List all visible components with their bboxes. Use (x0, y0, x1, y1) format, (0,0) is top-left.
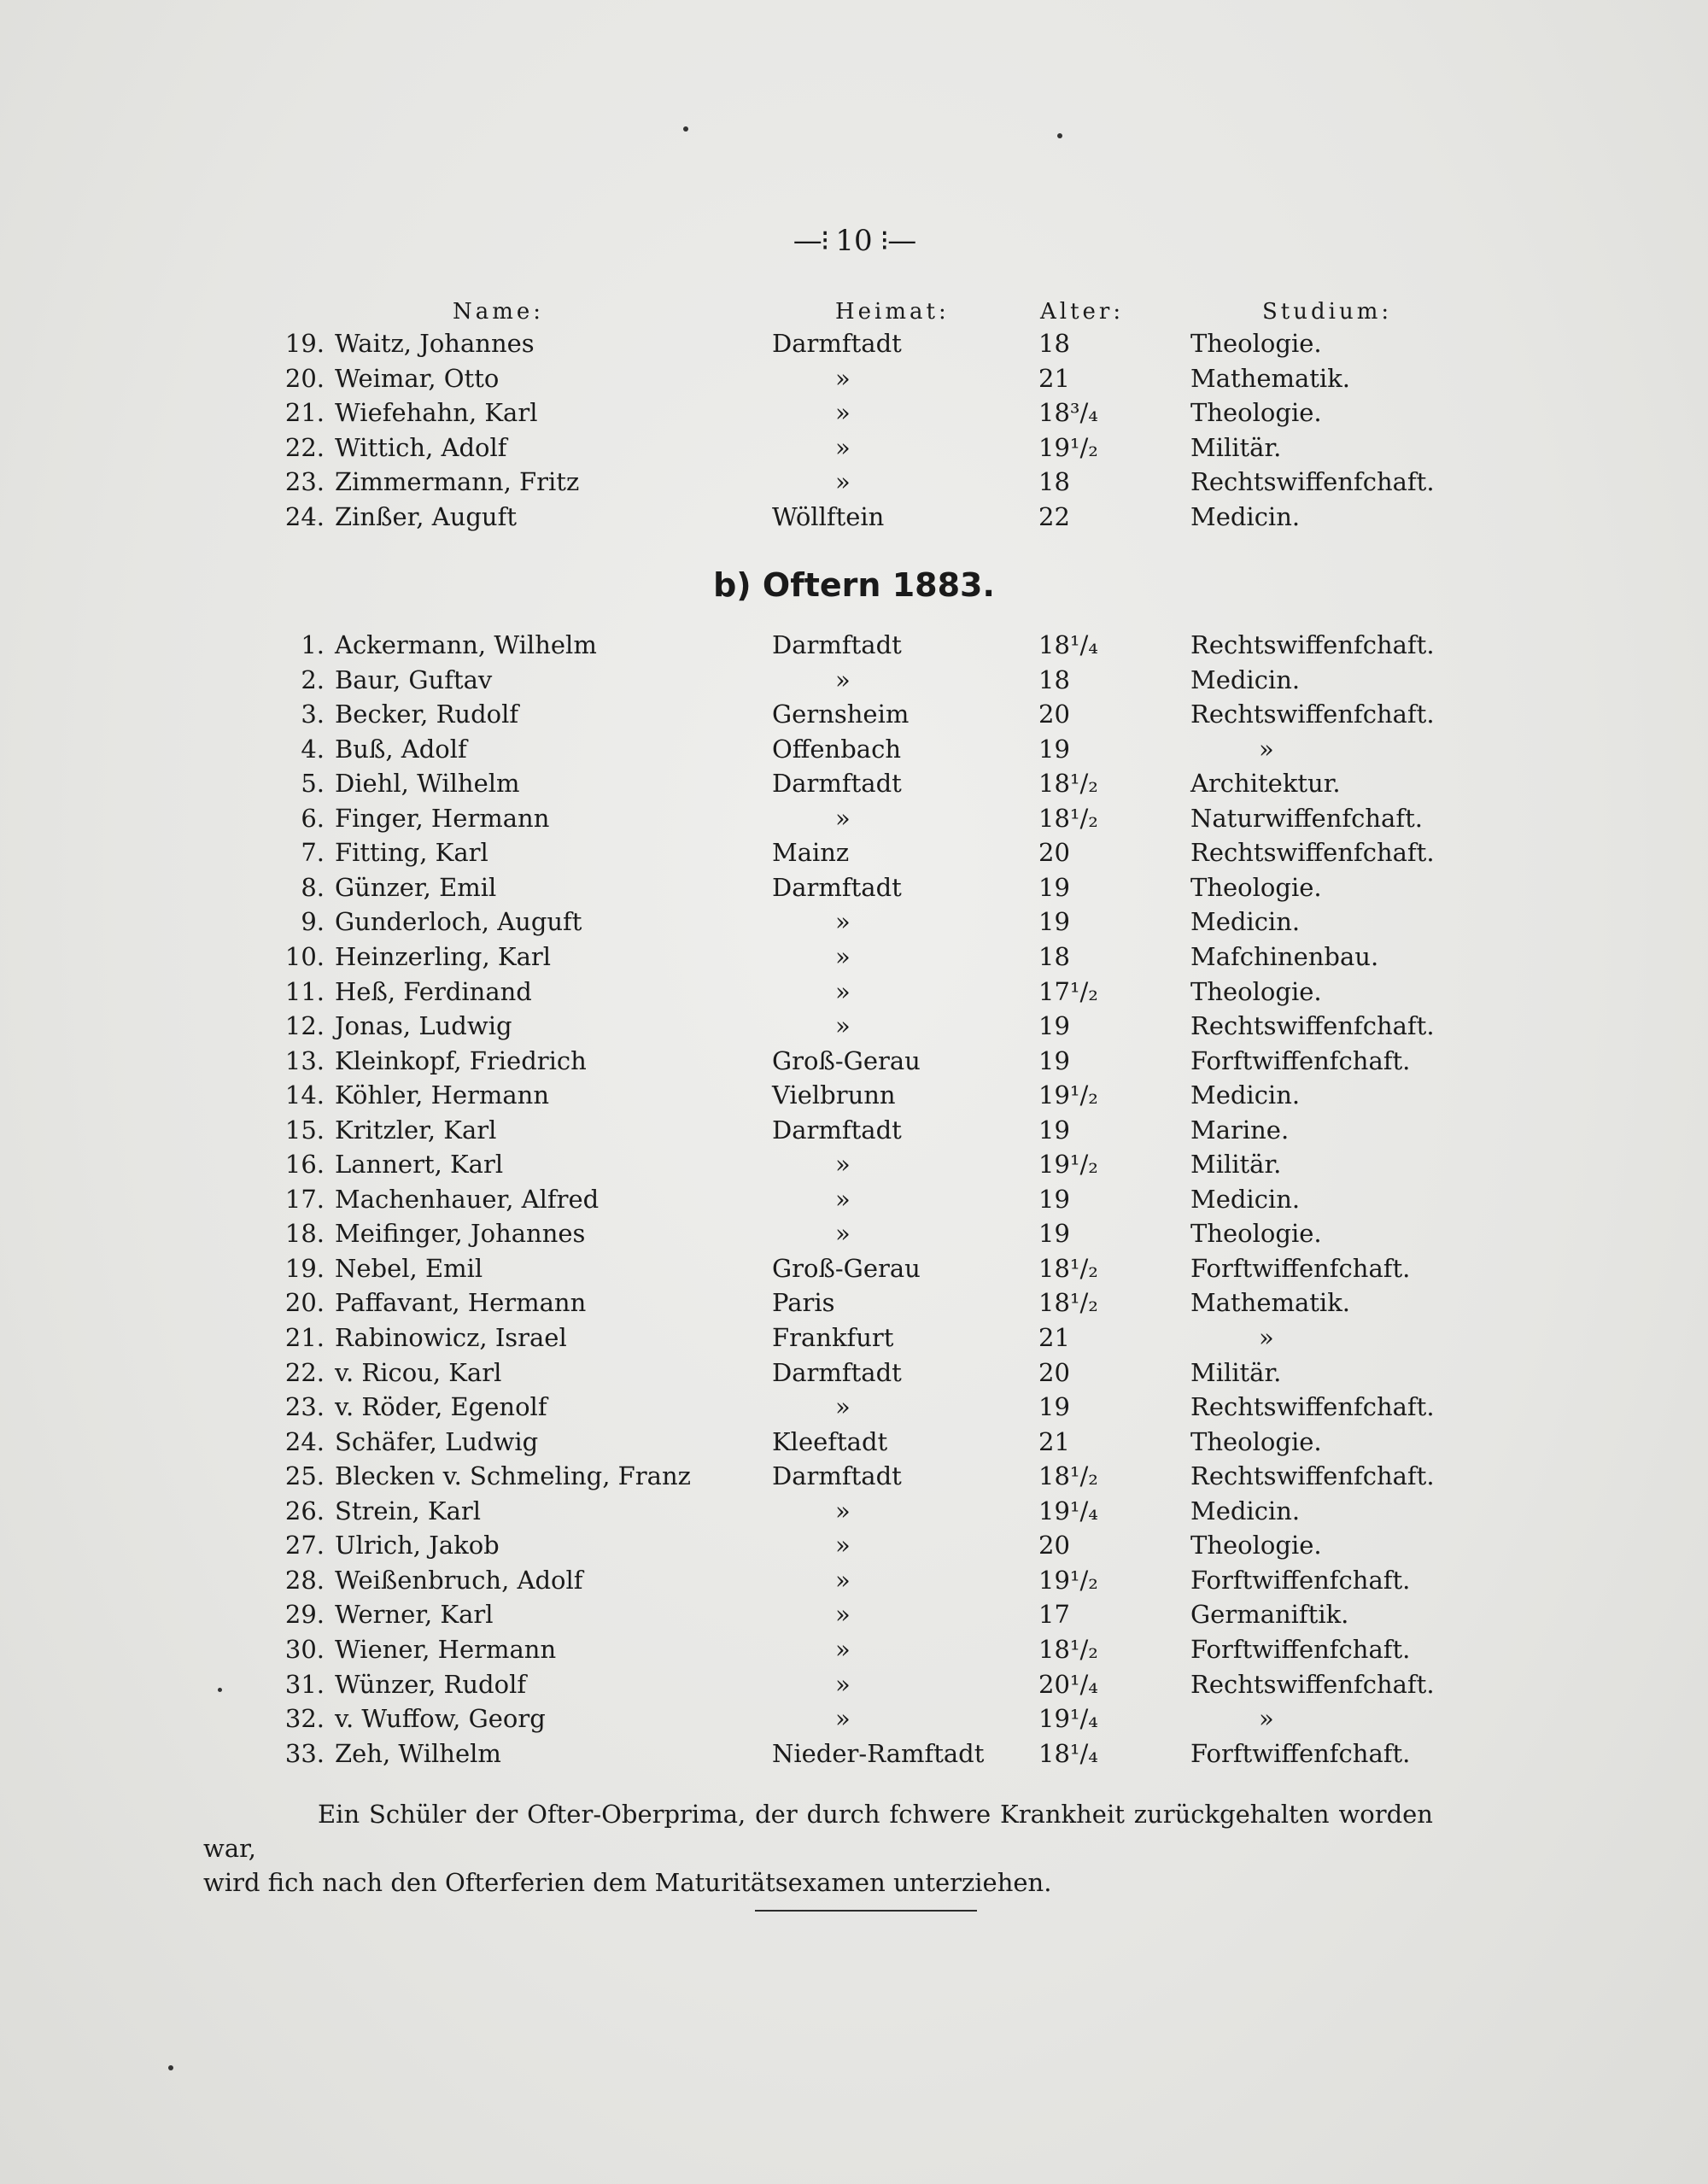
student-hometown: » (835, 1184, 851, 1214)
student-hometown: Darmftadt (772, 1357, 902, 1387)
table-row (0, 940, 1708, 974)
table-row (0, 697, 1708, 731)
student-name: Jonas, Ludwig (335, 1011, 512, 1041)
student-age: 22 (1038, 502, 1070, 531)
row-number: 29. (284, 1600, 325, 1630)
student-name: Schäfer, Ludwig (335, 1426, 539, 1456)
table-row (0, 1459, 1708, 1493)
student-age: 20 (1038, 1357, 1070, 1387)
student-age: 19 (1038, 907, 1070, 937)
table-row (0, 1736, 1708, 1771)
table-row (0, 801, 1708, 835)
column-header-alter: Alter: (1040, 299, 1125, 325)
student-hometown: » (835, 1392, 851, 1422)
student-hometown: » (835, 1150, 851, 1180)
student-field-of-study: Rechtswiffenfchaft. (1190, 630, 1435, 659)
student-field-of-study: Forftwiffenfchaft. (1190, 1738, 1411, 1768)
student-age: 20 (1038, 700, 1070, 729)
student-name: Machenhauer, Alfred (335, 1184, 600, 1214)
page-number (0, 224, 1708, 258)
student-age: 19 (1038, 1219, 1070, 1249)
table-row (0, 1251, 1708, 1285)
row-number: 19. (284, 1253, 325, 1283)
row-number: 18. (284, 1219, 325, 1249)
student-age: 19¹/₄ (1038, 1496, 1098, 1525)
table-row (0, 1563, 1708, 1597)
student-name: Becker, Rudolf (335, 700, 519, 729)
student-field-of-study: Theologie. (1190, 1219, 1322, 1249)
row-number: 9. (301, 907, 325, 937)
table-row (0, 870, 1708, 905)
student-field-of-study: Germaniftik. (1190, 1600, 1349, 1630)
student-name: Fitting, Karl (335, 838, 488, 868)
student-field-of-study: Mathematik. (1190, 1288, 1350, 1318)
table-row (0, 1285, 1708, 1320)
student-age: 19 (1038, 1045, 1070, 1075)
student-name: Nebel, Emil (335, 1253, 483, 1283)
row-number: 26. (284, 1496, 325, 1525)
table-row (0, 465, 1708, 499)
row-number: 20. (284, 1288, 325, 1318)
table-row (0, 500, 1708, 534)
student-hometown: Darmftadt (772, 1461, 902, 1491)
student-hometown: » (835, 1531, 851, 1560)
student-name: Heß, Ferdinand (335, 976, 532, 1006)
row-number: 4. (301, 734, 325, 764)
row-number: 22. (284, 432, 325, 462)
student-hometown: » (835, 1011, 851, 1041)
table-row (0, 835, 1708, 870)
table-row (0, 1667, 1708, 1701)
student-name: Köhler, Hermann (335, 1080, 550, 1110)
student-field-of-study: Theologie. (1190, 1426, 1322, 1456)
student-hometown: Wöllftein (772, 502, 885, 531)
student-name: Diehl, Wilhelm (335, 769, 520, 799)
student-name: Buß, Adolf (335, 734, 467, 764)
student-hometown: Darmftadt (772, 872, 902, 902)
table-row (0, 430, 1708, 465)
table-row (0, 361, 1708, 395)
row-number: 24. (284, 1426, 325, 1456)
row-number: 17. (284, 1184, 325, 1214)
student-age: 19¹/₂ (1038, 432, 1098, 462)
row-number: 20. (284, 363, 325, 393)
row-number: 16. (284, 1150, 325, 1180)
student-name: v. Wuffow, Georg (335, 1704, 546, 1734)
student-hometown: » (835, 363, 851, 393)
student-name: Zimmermann, Fritz (335, 467, 580, 497)
student-field-of-study: Forftwiffenfchaft. (1190, 1565, 1411, 1595)
student-field-of-study: Mathematik. (1190, 363, 1350, 393)
student-hometown: » (835, 1704, 851, 1734)
student-age: 19 (1038, 1392, 1070, 1422)
row-number: 19. (284, 329, 325, 358)
table-row (0, 1320, 1708, 1355)
student-field-of-study: Rechtswiffenfchaft. (1190, 1669, 1435, 1699)
student-name: Wünzer, Rudolf (335, 1669, 527, 1699)
row-number: 21. (284, 398, 325, 428)
student-field-of-study: Rechtswiffenfchaft. (1190, 700, 1435, 729)
student-name: Wittich, Adolf (335, 432, 507, 462)
table-row (0, 1528, 1708, 1562)
student-age: 17¹/₂ (1038, 976, 1098, 1006)
row-number: 11. (284, 976, 325, 1006)
student-hometown: » (835, 1634, 851, 1664)
student-field-of-study: Medicin. (1190, 907, 1301, 937)
student-hometown: » (835, 467, 851, 497)
row-number: 2. (301, 665, 325, 694)
student-age: 19 (1038, 1184, 1070, 1214)
table-row (0, 1078, 1708, 1112)
table-row (0, 1390, 1708, 1424)
row-number: 8. (301, 872, 325, 902)
student-age: 19 (1038, 1115, 1070, 1145)
student-field-of-study: Rechtswiffenfchaft. (1190, 467, 1435, 497)
student-hometown: » (835, 432, 851, 462)
student-age: 18¹/₂ (1038, 769, 1098, 799)
student-field-of-study: Rechtswiffenfchaft. (1190, 838, 1435, 868)
student-hometown: » (835, 1565, 851, 1595)
student-hometown: » (835, 941, 851, 971)
table-row (0, 1044, 1708, 1078)
row-number: 7. (301, 838, 325, 868)
table-row (0, 1494, 1708, 1528)
student-hometown: Darmftadt (772, 329, 902, 358)
student-field-of-study: Medicin. (1190, 1496, 1301, 1525)
student-age: 18³/₄ (1038, 398, 1098, 428)
student-hometown: » (835, 1496, 851, 1525)
student-hometown: » (835, 665, 851, 694)
student-field-of-study: Forftwiffenfchaft. (1190, 1634, 1411, 1664)
student-age: 18¹/₄ (1038, 630, 1098, 659)
student-age: 17 (1038, 1600, 1070, 1630)
student-field-of-study: Medicin. (1190, 665, 1301, 694)
student-hometown: Darmftadt (772, 1115, 902, 1145)
student-name: Ackermann, Wilhelm (335, 630, 597, 659)
student-age: 18¹/₂ (1038, 1253, 1098, 1283)
student-hometown: » (835, 907, 851, 937)
student-name: Weißenbruch, Adolf (335, 1565, 583, 1595)
table-row (0, 1701, 1708, 1736)
row-number: 6. (301, 803, 325, 833)
student-hometown: Darmftadt (772, 630, 902, 659)
student-hometown: Vielbrunn (772, 1080, 896, 1110)
student-age: 21 (1038, 1323, 1070, 1352)
row-number: 13. (284, 1045, 325, 1075)
student-age: 18 (1038, 941, 1070, 971)
student-field-of-study: Architektur. (1190, 769, 1341, 799)
student-age: 18¹/₂ (1038, 1288, 1098, 1318)
student-hometown: Nieder-Ramftadt (772, 1738, 985, 1768)
page-number-ornament-right: ⁝— (872, 224, 915, 258)
student-field-of-study: Rechtswiffenfchaft. (1190, 1011, 1435, 1041)
student-name: Gunderloch, Auguft (335, 907, 582, 937)
student-age: 18¹/₂ (1038, 803, 1098, 833)
student-hometown: Gernsheim (772, 700, 910, 729)
student-name: Zeh, Wilhelm (335, 1738, 501, 1768)
student-age: 19 (1038, 734, 1070, 764)
table-row (0, 1632, 1708, 1666)
student-field-of-study: » (1259, 1323, 1274, 1352)
student-age: 21 (1038, 363, 1070, 393)
student-field-of-study: » (1259, 1704, 1274, 1734)
student-field-of-study: Theologie. (1190, 398, 1322, 428)
student-hometown: » (835, 1219, 851, 1249)
student-field-of-study: Forftwiffenfchaft. (1190, 1253, 1411, 1283)
student-hometown: » (835, 398, 851, 428)
print-speck (218, 1688, 222, 1692)
student-age: 21 (1038, 1426, 1070, 1456)
student-field-of-study: Rechtswiffenfchaft. (1190, 1392, 1435, 1422)
row-number: 21. (284, 1323, 325, 1352)
student-field-of-study: Medicin. (1190, 1184, 1301, 1214)
student-hometown: Mainz (772, 838, 850, 868)
student-name: Wiefehahn, Karl (335, 398, 538, 428)
table-row (0, 905, 1708, 939)
student-name: Baur, Guftav (335, 665, 493, 694)
student-field-of-study: Militär. (1190, 1357, 1282, 1387)
page-number-ornament-left: —⁝ (793, 224, 836, 258)
student-name: Blecken v. Schmeling, Franz (335, 1461, 691, 1491)
student-age: 19¹/₂ (1038, 1150, 1098, 1180)
student-field-of-study: Medicin. (1190, 502, 1301, 531)
student-name: Lannert, Karl (335, 1150, 504, 1180)
student-field-of-study: Naturwiffenfchaft. (1190, 803, 1423, 833)
row-number: 5. (301, 769, 325, 799)
student-age: 18¹/₄ (1038, 1738, 1098, 1768)
student-name: Zinßer, Auguft (335, 502, 517, 531)
student-field-of-study: Marine. (1190, 1115, 1290, 1145)
row-number: 23. (284, 1392, 325, 1422)
table-row (0, 1182, 1708, 1216)
student-hometown: » (835, 976, 851, 1006)
table-row (0, 663, 1708, 697)
row-number: 32. (284, 1704, 325, 1734)
student-age: 18 (1038, 467, 1070, 497)
table-row (0, 766, 1708, 800)
student-field-of-study: Medicin. (1190, 1080, 1301, 1110)
student-name: v. Ricou, Karl (335, 1357, 502, 1387)
student-name: Paffavant, Hermann (335, 1288, 587, 1318)
table-row (0, 1597, 1708, 1631)
row-number: 28. (284, 1565, 325, 1595)
student-age: 19 (1038, 1011, 1070, 1041)
student-age: 18¹/₂ (1038, 1461, 1098, 1491)
student-name: Kritzler, Karl (335, 1115, 497, 1145)
student-hometown: Offenbach (772, 734, 901, 764)
row-number: 14. (284, 1080, 325, 1110)
student-age: 19 (1038, 872, 1070, 902)
table-row (0, 1216, 1708, 1250)
student-hometown: Groß-Gerau (772, 1253, 921, 1283)
student-field-of-study: » (1259, 734, 1274, 764)
student-name: Ulrich, Jakob (335, 1531, 500, 1560)
table-row (0, 1355, 1708, 1390)
row-number: 15. (284, 1115, 325, 1145)
student-age: 20 (1038, 838, 1070, 868)
student-name: Werner, Karl (335, 1600, 494, 1630)
row-number: 12. (284, 1011, 325, 1041)
student-name: Günzer, Emil (335, 872, 497, 902)
table-row (0, 975, 1708, 1009)
row-number: 22. (284, 1357, 325, 1387)
page-number-value: 10 (835, 224, 873, 258)
column-header-studium: Studium: (1262, 299, 1393, 325)
footnote-line-1: Ein Schüler der Ofter-Oberprima, der durch fchwere Krankheit zurückgehalten worden war, (203, 1800, 1433, 1863)
column-header-heimat: Heimat: (835, 299, 950, 325)
student-hometown: » (835, 1600, 851, 1630)
student-hometown: » (835, 1669, 851, 1699)
student-field-of-study: Theologie. (1190, 976, 1322, 1006)
student-name: Weimar, Otto (335, 363, 500, 393)
student-hometown: » (835, 803, 851, 833)
table-row (0, 732, 1708, 766)
student-name: Wiener, Hermann (335, 1634, 557, 1664)
student-age: 18 (1038, 665, 1070, 694)
student-age: 19¹/₄ (1038, 1704, 1098, 1734)
student-age: 20 (1038, 1531, 1070, 1560)
student-field-of-study: Militär. (1190, 432, 1282, 462)
section-b-title: b) Oftern 1883. (713, 566, 995, 604)
row-number: 23. (284, 467, 325, 497)
row-number: 3. (301, 700, 325, 729)
student-age: 19¹/₂ (1038, 1565, 1098, 1595)
closing-rule (755, 1910, 977, 1912)
student-name: Kleinkopf, Friedrich (335, 1045, 587, 1075)
column-header-name: Name: (453, 299, 545, 325)
student-field-of-study: Mafchinenbau. (1190, 941, 1379, 971)
student-age: 20¹/₄ (1038, 1669, 1098, 1699)
row-number: 24. (284, 502, 325, 531)
row-number: 31. (284, 1669, 325, 1699)
student-field-of-study: Theologie. (1190, 872, 1322, 902)
row-number: 25. (284, 1461, 325, 1491)
footnote-line-2: wird fich nach den Ofterferien dem Maturitätsexamen unterziehen. (203, 1868, 1052, 1897)
student-hometown: Kleeftadt (772, 1426, 888, 1456)
student-field-of-study: Militär. (1190, 1150, 1282, 1180)
student-age: 18 (1038, 329, 1070, 358)
student-field-of-study: Theologie. (1190, 1531, 1322, 1560)
student-age: 19¹/₂ (1038, 1080, 1098, 1110)
student-name: Rabinowicz, Israel (335, 1323, 567, 1352)
row-number: 27. (284, 1531, 325, 1560)
print-speck (683, 126, 688, 132)
student-age: 18¹/₂ (1038, 1634, 1098, 1664)
print-speck (168, 2065, 173, 2070)
row-number: 30. (284, 1634, 325, 1664)
student-hometown: Paris (772, 1288, 835, 1318)
column-header-row (0, 299, 1708, 330)
table-row (0, 326, 1708, 360)
footnote-paragraph (203, 1797, 1433, 1900)
student-name: Meifinger, Johannes (335, 1219, 586, 1249)
student-hometown: Darmftadt (772, 769, 902, 799)
student-field-of-study: Theologie. (1190, 329, 1322, 358)
student-hometown: Frankfurt (772, 1323, 894, 1352)
student-name: Finger, Hermann (335, 803, 550, 833)
student-field-of-study: Forftwiffenfchaft. (1190, 1045, 1411, 1075)
table-row (0, 1147, 1708, 1181)
table-row (0, 1009, 1708, 1043)
student-name: v. Röder, Egenolf (335, 1392, 547, 1422)
table-row (0, 1425, 1708, 1459)
print-speck (1057, 133, 1062, 138)
row-number: 10. (284, 941, 325, 971)
student-hometown: Groß-Gerau (772, 1045, 921, 1075)
student-name: Strein, Karl (335, 1496, 482, 1525)
table-row (0, 1113, 1708, 1147)
student-field-of-study: Rechtswiffenfchaft. (1190, 1461, 1435, 1491)
student-name: Waitz, Johannes (335, 329, 535, 358)
row-number: 1. (301, 630, 325, 659)
row-number: 33. (284, 1738, 325, 1768)
student-name: Heinzerling, Karl (335, 941, 552, 971)
table-row (0, 395, 1708, 430)
table-row (0, 628, 1708, 662)
